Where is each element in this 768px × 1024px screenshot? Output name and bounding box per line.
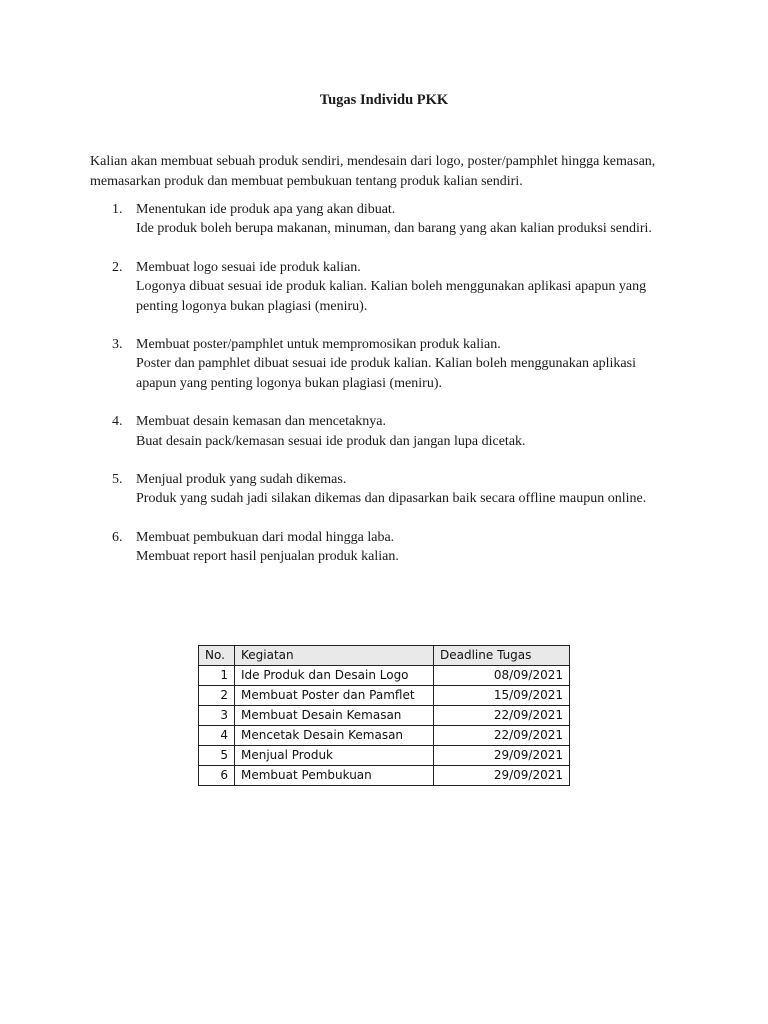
table-row xyxy=(199,726,570,746)
intro-paragraph: Kalian akan membuat sebuah produk sendiri, mendesain dari logo, poster/pamphlet hingga kemasan, memasarkan produk dan membuat pembukuan tentang produk kalian sendiri. xyxy=(90,154,656,189)
task-detail: Logonya dibuat sesuai ide produk kalian. Kalian boleh menggunakan aplikasi apapun yang penting logonya bukan plagiasi (meniru). xyxy=(136,279,647,314)
task-number: 4. xyxy=(112,414,123,430)
cell-kegiatan: Membuat Poster dan Pamflet xyxy=(235,686,434,706)
deadline-table xyxy=(198,645,570,786)
task-number: 1. xyxy=(112,202,123,217)
task-body xyxy=(136,412,678,451)
task-item xyxy=(0,412,768,451)
cell-kegiatan: Membuat Desain Kemasan xyxy=(235,706,434,726)
task-body xyxy=(136,258,678,316)
cell-deadline: 15/09/2021 xyxy=(434,686,570,706)
task-body xyxy=(136,528,678,567)
task-item xyxy=(0,200,768,239)
cell-kegiatan: Membuat Pembukuan xyxy=(235,766,434,786)
task-heading: Menentukan ide produk apa yang akan dibuat. xyxy=(136,202,396,217)
task-item xyxy=(0,470,768,509)
task-list xyxy=(0,200,768,586)
cell-deadline: 29/09/2021 xyxy=(434,746,570,766)
task-detail: Produk yang sudah jadi silakan dikemas dan dipasarkan baik secara offline maupun online. xyxy=(136,491,647,507)
task-number: 6. xyxy=(112,529,123,545)
task-detail: Buat desain pack/kemasan sesuai ide produk dan jangan lupa dicetak. xyxy=(136,433,526,449)
cell-no: 3 xyxy=(199,706,235,726)
task-item xyxy=(0,528,768,567)
table-row xyxy=(199,706,570,726)
cell-deadline: 22/09/2021 xyxy=(434,706,570,726)
task-heading: Menjual produk yang sudah dikemas. xyxy=(136,472,347,488)
cell-no: 5 xyxy=(199,746,235,766)
document-title: Tugas Individu PKK xyxy=(319,92,449,108)
table-row xyxy=(199,686,570,706)
cell-no: 4 xyxy=(199,726,235,746)
task-body xyxy=(136,470,678,509)
header-deadline: Deadline Tugas xyxy=(434,646,570,666)
cell-kegiatan: Mencetak Desain Kemasan xyxy=(235,726,434,746)
header-no: No. xyxy=(199,646,235,666)
cell-deadline: 08/09/2021 xyxy=(434,666,570,686)
cell-kegiatan: Menjual Produk xyxy=(235,746,434,766)
cell-no: 1 xyxy=(199,666,235,686)
task-heading: Membuat pembukuan dari modal hingga laba. xyxy=(136,529,395,545)
cell-deadline: 29/09/2021 xyxy=(434,766,570,786)
table-row xyxy=(199,766,570,786)
cell-deadline: 22/09/2021 xyxy=(434,726,570,746)
task-heading: Membuat logo sesuai ide produk kalian. xyxy=(136,259,361,275)
table-row xyxy=(199,666,570,686)
cell-no: 2 xyxy=(199,686,235,706)
task-body xyxy=(136,200,678,239)
task-item xyxy=(0,335,768,393)
header-kegiatan: Kegiatan xyxy=(235,646,434,666)
table-header-row xyxy=(199,646,570,666)
task-body xyxy=(136,335,678,393)
task-number: 3. xyxy=(112,337,123,353)
task-number: 5. xyxy=(112,472,123,488)
task-detail: Poster dan pamphlet dibuat sesuai ide produk kalian. Kalian boleh menggunakan aplikasi apapun yang penting logonya bukan plagiasi (meniru). xyxy=(136,356,636,391)
task-heading: Membuat desain kemasan dan mencetaknya. xyxy=(136,414,386,430)
task-heading: Membuat poster/pamphlet untuk mempromosikan produk kalian. xyxy=(136,337,501,353)
task-detail: Ide produk boleh berupa makanan, minuman, dan barang yang akan kalian produksi sendiri. xyxy=(136,221,652,237)
task-detail: Membuat report hasil penjualan produk kalian. xyxy=(136,549,399,565)
cell-no: 6 xyxy=(199,766,235,786)
task-number: 2. xyxy=(112,259,123,275)
task-item xyxy=(0,258,768,316)
cell-kegiatan: Ide Produk dan Desain Logo xyxy=(235,666,434,686)
table-row xyxy=(199,746,570,766)
